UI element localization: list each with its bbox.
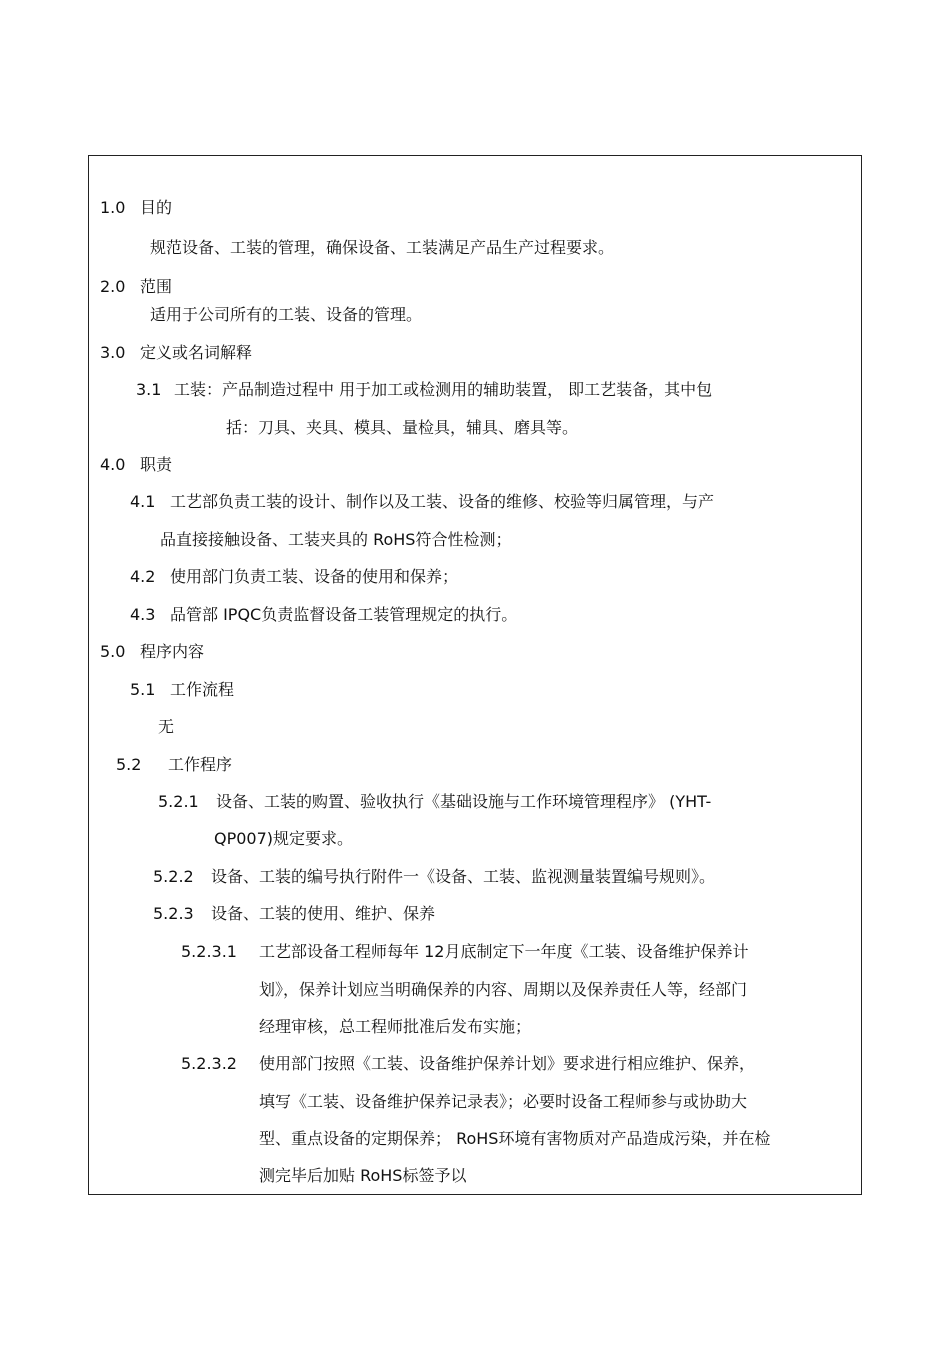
section-3-heading: 3.0 定义或名词解释 [100,343,253,362]
section-5-2-3-2-line-1: 5.2.3.2 使用部门按照《工装、设备维护保养计划》要求进行相应维护、保养， [181,1054,756,1073]
section-2-body: 适用于公司所有的工装、设备的管理。 [150,305,423,324]
section-5-2-3-heading: 5.2.3 设备、工装的使用、维护、保养 [153,904,436,923]
section-5-heading: 5.0 程序内容 [100,642,205,661]
section-5-1-heading: 5.1 工作流程 [130,680,235,699]
section-5-2-1-line-1: 5.2.1 设备、工装的购置、验收执行《基础设施与工作环境管理程序》 (YHT- [158,792,712,811]
section-4-1-line-1: 4.1 工艺部负责工装的设计、制作以及工装、设备的维修、校验等归属管理，与产 [130,492,715,511]
section-5-2-3-2-line-2: 填写《工装、设备维护保养记录表》；必要时设备工程师参与或协助大 [259,1092,748,1111]
section-5-2-3-2-line-4: 测完毕后加贴 RoHS标签予以 [259,1166,467,1185]
section-1-body: 规范设备、工装的管理，确保设备、工装满足产品生产过程要求。 [150,238,615,257]
section-5-2-3-1-line-1: 5.2.3.1 工艺部设备工程师每年 12月底制定下一年度《工装、设备维护保养计 [181,942,749,961]
section-5-2-3-1-line-3: 经理审核，总工程师批准后发布实施； [259,1017,532,1036]
section-3-1-line-2: 括：刀具、夹具、模具、量检具，辅具、磨具等。 [226,418,579,437]
section-3-1-line-1: 3.1 工装：产品制造过程中 用于加工或检测用的辅助装置， 即工艺装备，其中包 [136,380,713,399]
section-5-2-1-line-2: QP007)规定要求。 [214,829,354,848]
section-2-heading: 2.0 范围 [100,277,173,296]
section-5-2-3-1-line-2: 划》，保养计划应当明确保养的内容、周期以及保养责任人等，经部门 [259,980,748,999]
section-4-1-line-2: 品直接接触设备、工装夹具的 RoHS符合性检测； [160,530,512,549]
section-4-3: 4.3 品管部 IPQC负责监督设备工装管理规定的执行。 [130,605,518,624]
section-5-2-2: 5.2.2 设备、工装的编号执行附件一《设备、工装、监视测量装置编号规则》。 [153,867,716,886]
section-1-heading: 1.0 目的 [100,198,173,217]
section-4-heading: 4.0 职责 [100,455,173,474]
section-4-2: 4.2 使用部门负责工装、设备的使用和保养； [130,567,459,586]
section-5-2-heading: 5.2 工作程序 [116,755,233,774]
section-5-1-body: 无 [158,717,175,736]
section-5-2-3-2-line-3: 型、重点设备的定期保养； RoHS环境有害物质对产品造成污染，并在检 [259,1129,771,1148]
